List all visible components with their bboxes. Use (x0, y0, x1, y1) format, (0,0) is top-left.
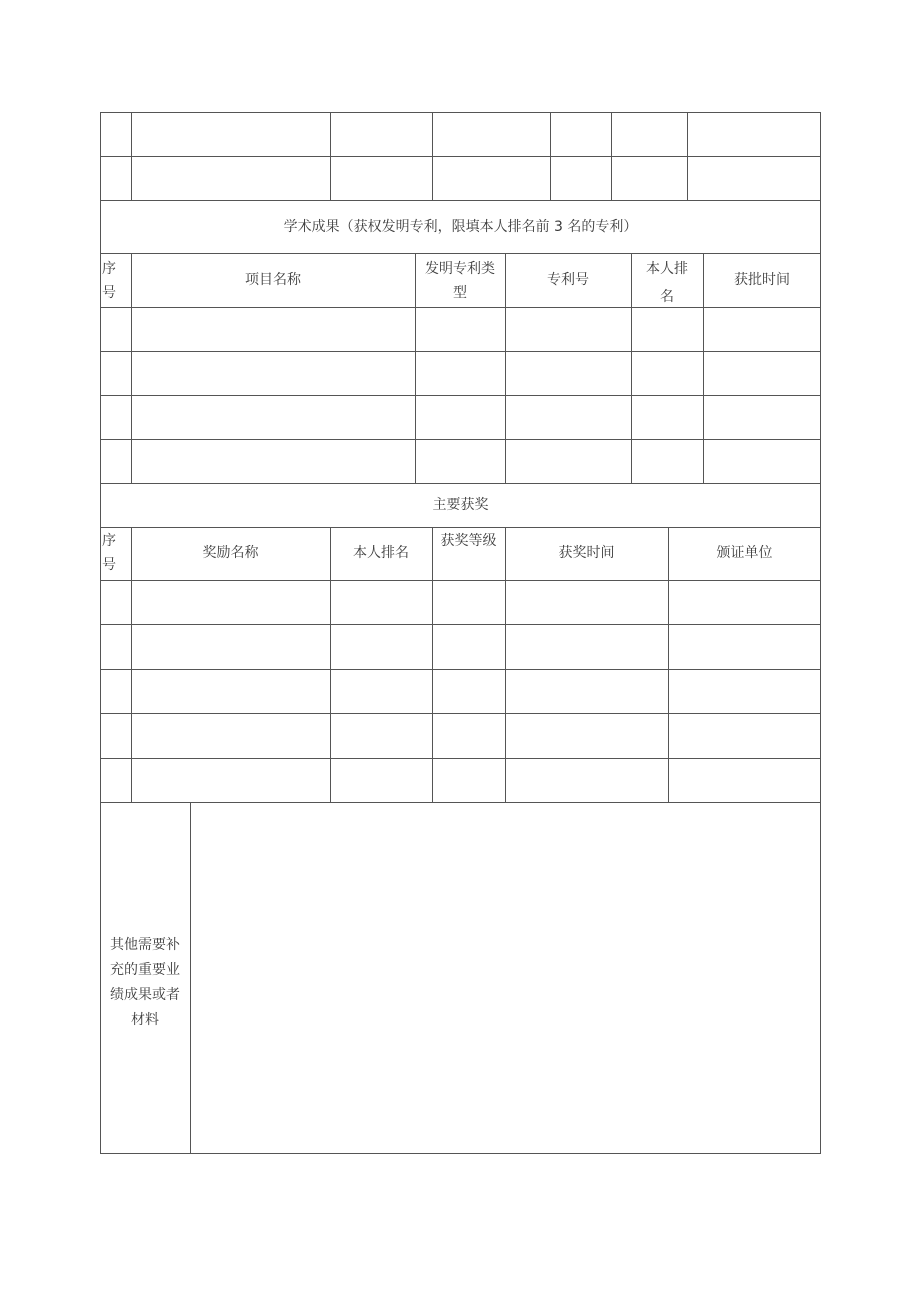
award-row-cell[interactable] (669, 670, 820, 713)
award-row-cell[interactable] (132, 581, 330, 624)
award-row-cell[interactable] (433, 670, 505, 713)
patent-row-cell[interactable] (506, 352, 631, 395)
award-row-cell[interactable] (506, 625, 668, 669)
patent-row-cell[interactable] (704, 308, 820, 351)
award-row-cell[interactable] (101, 714, 131, 758)
patent-row-cell[interactable] (416, 352, 505, 395)
patents-header-patent-no: 专利号 (547, 272, 589, 288)
patent-row-cell[interactable] (132, 352, 415, 395)
patents-header-seq: 号 (102, 285, 116, 301)
award-row-cell[interactable] (331, 581, 432, 624)
award-row-cell[interactable] (132, 625, 330, 669)
table-cell[interactable] (688, 157, 820, 200)
patents-header-type: 发明专利类 (425, 261, 495, 277)
patent-row-cell[interactable] (101, 352, 131, 395)
award-row-cell[interactable] (331, 625, 432, 669)
table-cell[interactable] (688, 113, 820, 156)
table-cell[interactable] (433, 157, 550, 200)
patent-row-cell[interactable] (506, 396, 631, 439)
patent-row-cell[interactable] (704, 352, 820, 395)
table-border-bottom (100, 1153, 821, 1154)
other-materials-label: 充的重要业 (110, 962, 180, 978)
award-row-cell[interactable] (132, 759, 330, 802)
award-row-cell[interactable] (669, 625, 820, 669)
row-divider (100, 253, 821, 254)
award-row-cell[interactable] (433, 581, 505, 624)
award-row-cell[interactable] (101, 759, 131, 802)
table-cell[interactable] (433, 113, 550, 156)
patent-row-cell[interactable] (506, 440, 631, 483)
other-materials-label: 其他需要补 (110, 937, 180, 953)
award-row-cell[interactable] (433, 714, 505, 758)
table-cell[interactable] (101, 113, 131, 156)
awards-header-level: 获奖等级 (440, 533, 497, 549)
table-cell[interactable] (551, 157, 611, 200)
patent-row-cell[interactable] (101, 308, 131, 351)
other-materials-label: 绩成果或者 (110, 987, 180, 1003)
award-row-cell[interactable] (506, 581, 668, 624)
patent-row-cell[interactable] (132, 308, 415, 351)
row-divider (100, 527, 821, 528)
award-row-cell[interactable] (669, 759, 820, 802)
table-cell[interactable] (612, 113, 687, 156)
table-cell[interactable] (101, 157, 131, 200)
award-row-cell[interactable] (132, 670, 330, 713)
patent-row-cell[interactable] (704, 396, 820, 439)
award-row-cell[interactable] (331, 759, 432, 802)
patent-row-cell[interactable] (101, 396, 131, 439)
award-row-cell[interactable] (433, 759, 505, 802)
table-cell[interactable] (331, 157, 432, 200)
patents-header-type: 型 (453, 285, 467, 301)
table-cell[interactable] (132, 113, 330, 156)
award-row-cell[interactable] (506, 670, 668, 713)
patent-row-cell[interactable] (632, 440, 703, 483)
award-row-cell[interactable] (669, 714, 820, 758)
patents-header-approval-time: 获批时间 (734, 272, 790, 288)
award-row-cell[interactable] (101, 581, 131, 624)
row-divider (100, 200, 821, 201)
awards-section-title: 主要获奖 (432, 497, 489, 513)
patents-section-title: 学术成果（获权发明专利，限填本人排名前 3 名的专利） (283, 219, 638, 235)
award-row-cell[interactable] (506, 714, 668, 758)
patent-row-cell[interactable] (416, 440, 505, 483)
awards-header-seq: 序 (102, 533, 116, 549)
patents-header-project-name: 项目名称 (245, 272, 301, 288)
patents-header-seq: 序 (102, 261, 116, 277)
award-row-cell[interactable] (433, 625, 505, 669)
row-divider (100, 483, 821, 484)
table-cell[interactable] (331, 113, 432, 156)
patent-row-cell[interactable] (416, 396, 505, 439)
award-row-cell[interactable] (101, 670, 131, 713)
patent-row-cell[interactable] (416, 308, 505, 351)
awards-header-award-time: 获奖时间 (558, 545, 615, 561)
awards-header-issuer: 颁证单位 (716, 545, 773, 561)
awards-header-award-name: 奖励名称 (202, 545, 259, 561)
table-cell[interactable] (132, 157, 330, 200)
other-materials-content[interactable] (191, 803, 820, 1153)
table-cell[interactable] (612, 157, 687, 200)
patents-header-rank: 名 (660, 289, 674, 305)
form-table (100, 112, 821, 1154)
award-row-cell[interactable] (331, 670, 432, 713)
patents-header-rank: 本人排 (646, 261, 688, 277)
award-row-cell[interactable] (506, 759, 668, 802)
award-row-cell[interactable] (331, 714, 432, 758)
patent-row-cell[interactable] (632, 308, 703, 351)
table-cell[interactable] (551, 113, 611, 156)
patent-row-cell[interactable] (506, 308, 631, 351)
patent-row-cell[interactable] (632, 396, 703, 439)
patent-row-cell[interactable] (101, 440, 131, 483)
awards-header-seq: 号 (102, 557, 116, 573)
award-row-cell[interactable] (669, 581, 820, 624)
patent-row-cell[interactable] (132, 440, 415, 483)
awards-header-rank: 本人排名 (353, 545, 409, 561)
award-row-cell[interactable] (132, 714, 330, 758)
award-row-cell[interactable] (101, 625, 131, 669)
patent-row-cell[interactable] (132, 396, 415, 439)
patent-row-cell[interactable] (704, 440, 820, 483)
other-materials-label: 材料 (131, 1012, 159, 1028)
patent-row-cell[interactable] (632, 352, 703, 395)
